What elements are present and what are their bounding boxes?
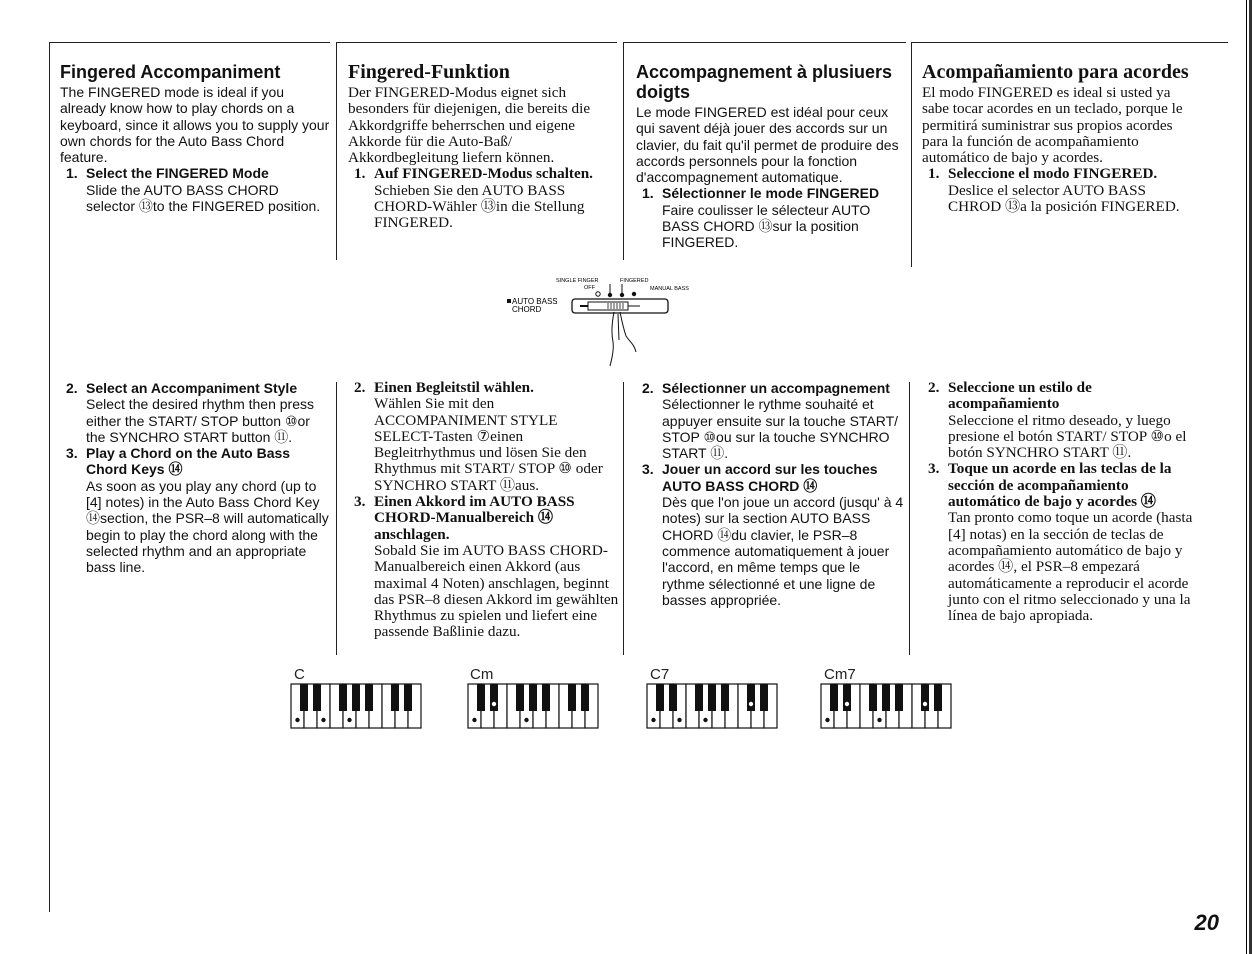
left-margin-rule (49, 42, 50, 912)
column-divider (911, 42, 912, 267)
chord-tone-marker (472, 718, 476, 722)
step-2 (348, 380, 620, 494)
column-divider (909, 382, 910, 655)
step-1 (922, 166, 1192, 215)
step-1 (348, 166, 616, 231)
section-title: Accompagnement à plusiuers doigts (636, 62, 893, 102)
step-1 (60, 165, 330, 214)
intro-text: The FINGERED mode is ideal if you already know how to play chords on a keyboard, since it allows you to supply your own chords for the Auto Bass Chord feature. (60, 84, 330, 166)
column-english (60, 62, 330, 214)
black-key (830, 684, 838, 711)
auto-bass-chord-selector-illustration (500, 270, 700, 370)
step-heading: Seleccione un estilo de acompañamiento (948, 379, 1092, 413)
black-key (477, 684, 485, 711)
step-1 (636, 185, 906, 250)
top-rule (624, 42, 906, 43)
black-key (568, 684, 576, 711)
step-heading: Sélectionner le mode FINGERED (662, 185, 880, 202)
step-text: As soon as you play any chord (up to [4] notes) in the Auto Bass Chord Key ⑭section, the PSR–8 will automatically begin to play the chord along with the selected rhythm and an appropriate bass line. (86, 477, 329, 576)
step-heading: Select the FINGERED Mode (86, 165, 269, 182)
column-french-steps (636, 380, 906, 608)
step-text: Tan pronto como toque un acorde (hasta [4] notas) en la sección de teclas de acompañamiento automático de bajo y acordes ⑭, el PSR–8 empezará automáticamente a reproducir el acorde junto con el ritmo seleccionado y una la línea de bajo apropiada. (948, 509, 1193, 625)
step-text: Dès que l'on joue un accord (jusqu' à 4 notes) sur la section AUTO BASS CHORD ⑭du clavier, le PSR–8 commence automatiquement à jouer l'accord, en même temps que le rythme sélectionné et une ligne de basses appropriée. (662, 494, 904, 608)
step-heading: Select an Accompaniment Style (86, 380, 298, 396)
step-number: 2. (66, 380, 78, 396)
off-label: OFF (584, 285, 595, 291)
column-french (636, 62, 906, 251)
chord-label-cm: Cm (470, 666, 494, 683)
step-text: Faire coulisser le sélecteur AUTO BASS CHORD ⑬sur la position FINGERED. (662, 201, 871, 251)
black-key (339, 684, 347, 711)
step-text: Select the desired rhythm then press either the START/ STOP button ⑩or the SYNCHRO START button ⑪. (86, 396, 315, 445)
chord-label-cm7: Cm7 (824, 666, 856, 683)
step-number: 2. (354, 379, 366, 396)
chord-keyboard-cm7 (820, 683, 954, 729)
step-heading: Einen Akkord im AUTO BASS CHORD-Manualbereich ⑭ anschlagen. (374, 493, 575, 543)
chord-tone-marker (295, 718, 299, 722)
black-key (869, 684, 877, 711)
black-key (747, 684, 755, 711)
step-heading: Sélectionner un accompagnement (662, 380, 890, 396)
step-heading: Jouer un accord sur les touches AUTO BASS CHORD ⑭ (662, 461, 878, 494)
chord-tone-marker (877, 718, 881, 722)
black-key (882, 684, 890, 711)
single-finger-label: SINGLE FINGER (556, 278, 599, 284)
step-2 (636, 380, 906, 461)
black-key (365, 684, 373, 711)
page-edge-scan (1244, 0, 1252, 954)
step-text: Sélectionner le rythme souhaité et appuyer ensuite sur la touche START/ STOP ⑩ou sur la touche SYNCHRO START ⑪. (662, 396, 899, 462)
step-text: Schieben Sie den AUTO BASS CHORD-Wähler ⑬in die Stellung FINGERED. (374, 181, 585, 232)
step-number: 1. (66, 165, 78, 182)
top-rule (49, 42, 330, 43)
column-english-steps (60, 380, 332, 576)
black-key (921, 684, 929, 711)
step-2 (922, 380, 1194, 461)
chord-keyboard-cm (467, 683, 601, 729)
step-2 (60, 380, 332, 445)
column-divider (336, 42, 337, 260)
step-heading: Toque un acorde en las teclas de la sección de acompañamiento automático de bajo y acordes ⑭ (948, 460, 1172, 511)
selector-label-line1: AUTO BASS (512, 297, 558, 306)
step-heading: Seleccione el modo FINGERED. (948, 165, 1158, 183)
step-number: 3. (928, 460, 940, 478)
intro-text: El modo FINGERED es ideal si usted ya sabe tocar acordes en un teclado, porque le permitirá suministrar sus propios acordes para la función de acompañamiento automático de bajo y acordes. (922, 84, 1183, 167)
chord-tone-marker (845, 702, 849, 706)
black-key (934, 684, 942, 711)
chord-tone-marker (677, 718, 681, 722)
black-key (490, 684, 498, 711)
black-key (313, 684, 321, 711)
section-title: Fingered-Funktion (348, 61, 510, 83)
step-heading: Auf FINGERED-Modus schalten. (374, 165, 593, 183)
page-number: 20 (1194, 910, 1219, 935)
black-key (708, 684, 716, 711)
manual-bass-label: MANUAL BASS (650, 286, 689, 292)
section-title: Fingered Accompaniment (60, 62, 281, 82)
step-number: 3. (642, 461, 654, 478)
black-key (721, 684, 729, 711)
black-key (516, 684, 524, 711)
step-3 (60, 445, 332, 575)
column-spanish (922, 62, 1192, 215)
step-heading: Einen Begleitstil wählen. (374, 379, 534, 396)
black-key (404, 684, 412, 711)
step-text: Slide the AUTO BASS CHORD selector ⑬to the FINGERED position. (86, 181, 321, 215)
chord-tone-marker (703, 718, 707, 722)
step-text: Deslice el selector AUTO BASS CHROD ⑬a la posición FINGERED. (948, 181, 1180, 216)
top-rule (336, 42, 617, 43)
column-divider (623, 42, 624, 260)
black-key (542, 684, 550, 711)
black-key (581, 684, 589, 711)
step-text: Wählen Sie mit den ACCOMPANIMENT STYLE SELECT-Tasten ⑦einen Begleitrhythmus und lösen Sie den Rhythmus mit START/ STOP ⑩ oder SYNCHRO START ⑪aus. (374, 395, 603, 494)
black-key (695, 684, 703, 711)
black-key (300, 684, 308, 711)
step-number: 1. (642, 185, 654, 202)
step-number: 3. (66, 445, 78, 462)
step-number: 1. (354, 165, 366, 183)
section-title: Acompañamiento para acordes (922, 61, 1189, 83)
column-spanish-steps (922, 380, 1194, 624)
step-3 (922, 461, 1194, 624)
chord-tone-marker (347, 718, 351, 722)
step-text: Sobald Sie im AUTO BASS CHORD-Manualbereich einen Akkord (aus maximal 4 Noten) anschlagen, beginnt das PSR–8 diesen Akkord im gewählten Rhythmus zu spielen und liefert eine passende Baßlinie dazu. (374, 541, 619, 641)
selector-label-line2: CHORD (512, 305, 542, 314)
column-divider (336, 382, 337, 655)
chord-label-c: C (294, 666, 305, 683)
column-german-steps (348, 380, 620, 641)
chord-tone-marker (524, 718, 528, 722)
step-3 (636, 461, 906, 608)
black-key (352, 684, 360, 711)
chord-keyboard-c (290, 683, 424, 729)
chord-tone-marker (492, 702, 496, 706)
step-number: 2. (928, 379, 940, 396)
fingered-label: FINGERED (620, 278, 649, 284)
black-key (760, 684, 768, 711)
step-number: 2. (642, 380, 654, 396)
black-key (391, 684, 399, 711)
chord-keyboard-c7 (646, 683, 780, 729)
chord-tone-marker (749, 702, 753, 706)
black-key (656, 684, 664, 711)
step-3 (348, 494, 620, 641)
intro-text: Le mode FINGERED est idéal pour ceux qui savent déjà jouer des accords sur un clavier, du fait qu'il permet de produire des accords personnels pour la fonction d'accompagnement automatique. (636, 104, 899, 186)
step-number: 1. (928, 165, 940, 183)
chord-tone-marker (321, 718, 325, 722)
step-heading: Play a Chord on the Auto Bass Chord Keys ⑭ (86, 445, 291, 478)
chord-label-c7: C7 (650, 666, 670, 683)
black-key (895, 684, 903, 711)
chord-tone-marker (923, 702, 927, 706)
top-rule (912, 42, 1228, 43)
intro-text: Der FINGERED-Modus eignet sich besonders für diejenigen, die bereits die Akkordgriffe beherrschen und eigene Akkorde für die Auto-Baß/ Akkordbegleitung liefern können. (348, 84, 591, 167)
black-key (843, 684, 851, 711)
chord-tone-marker (825, 718, 829, 722)
column-german (348, 62, 616, 232)
column-divider (623, 382, 624, 655)
chord-tone-marker (651, 718, 655, 722)
step-number: 3. (354, 493, 366, 511)
black-key (529, 684, 537, 711)
step-text: Seleccione el ritmo deseado, y luego presione el botón START/ STOP ⑩o el botón SYNCHRO START ⑪. (948, 411, 1187, 462)
black-key (669, 684, 677, 711)
